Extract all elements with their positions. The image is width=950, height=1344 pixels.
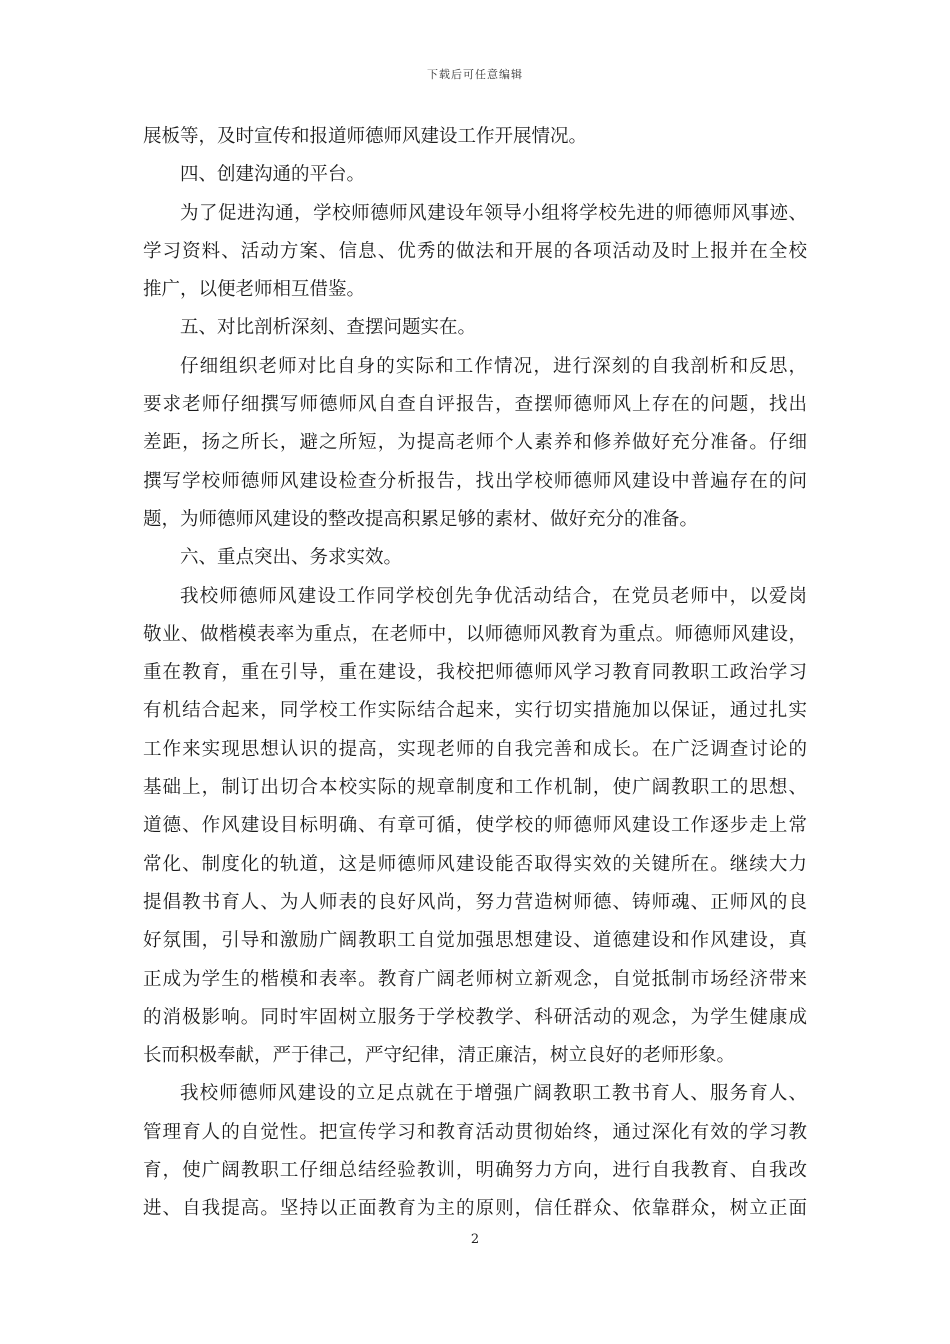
text-line: 我校师德师风建设的立足点就在于增强广阔教职工教书育人、服务育人、 [180,1083,807,1105]
text-line: 仔细组织老师对比自身的实际和工作情况，进行深刻的自我剖析和反思， [180,355,807,377]
page-number: 2 [470,1232,480,1247]
text-line: 推广，以便老师相互借鉴。 [143,279,366,301]
text-line: 道德、作风建设目标明确、有章可循，使学校的师德师风建设工作逐步走上常 [143,815,807,837]
section-heading-6: 六、重点突出、务求实效。 [180,547,403,569]
text-line: 敬业、做楷模表率为重点，在老师中，以师德师风教育为重点。师德师风建设， [143,623,807,645]
text-line: 学习资料、活动方案、信息、优秀的做法和开展的各项活动及时上报并在全校 [143,240,807,262]
text-line: 常化、制度化的轨道，这是师德师风建设能否取得实效的关键所在。继续大力 [143,853,807,875]
document-body [143,118,807,1229]
section-heading-5: 五、对比剖析深刻、查摆问题实在。 [180,317,477,339]
text-line: 我校师德师风建设工作同学校创先争优活动结合，在党员老师中，以爱岗 [180,585,807,607]
text-line: 有机结合起来，同学校工作实际结合起来，实行切实措施加以保证，通过扎实 [143,700,807,722]
text-line: 为了促进沟通，学校师德师风建设年领导小组将学校先进的师德师风事迹、 [180,202,807,224]
text-line: 题，为师德师风建设的整改提高积累足够的素材、做好充分的准备。 [143,508,699,530]
text-line: 育，使广阔教职工仔细总结经验教训，明确努力方向，进行自我教育、自我改 [143,1160,807,1182]
text-line: 好氛围，引导和激励广阔教职工自觉加强思想建设、道德建设和作风建设，真 [143,930,807,952]
text-line: 撰写学校师德师风建设检查分析报告，找出学校师德师风建设中普遍存在的问 [143,470,807,492]
text-line: 的消极影响。同时牢固树立服务于学校教学、科研活动的观念，为学生健康成 [143,1006,807,1028]
text-line: 长而积极奉献，严于律己，严守纪律，清正廉洁，树立良好的老师形象。 [143,1045,736,1067]
section-heading-4: 四、创建沟通的平台。 [180,164,366,186]
text-line: 差距，扬之所长，避之所短，为提高老师个人素养和修养做好充分准备。仔细 [143,432,807,454]
text-line: 展板等，及时宣传和报道师德师风建设工作开展情况。 [143,126,588,147]
text-line: 基础上，制订出切合本校实际的规章制度和工作机制，使广阔教职工的思想、 [143,777,807,799]
header-note: 下载后可任意编辑 [427,68,523,81]
text-line: 进、自我提高。坚持以正面教育为主的原则，信任群众、依靠群众，树立正面 [143,1198,807,1220]
text-line: 正成为学生的楷模和表率。教育广阔老师树立新观念，自觉抵制市场经济带来 [143,968,807,990]
text-line: 要求老师仔细撰写师德师风自查自评报告，查摆师德师风上存在的问题，找出 [143,394,807,416]
text-line: 提倡教书育人、为人师表的良好风尚，努力营造树师德、铸师魂、正师风的良 [143,891,807,913]
text-line: 重在教育，重在引导，重在建设，我校把师德师风学习教育同教职工政治学习 [143,662,807,684]
text-line: 工作来实现思想认识的提高，实现老师的自我完善和成长。在广泛调查讨论的 [143,738,807,760]
text-line: 管理育人的自觉性。把宣传学习和教育活动贯彻始终，通过深化有效的学习教 [143,1121,807,1143]
